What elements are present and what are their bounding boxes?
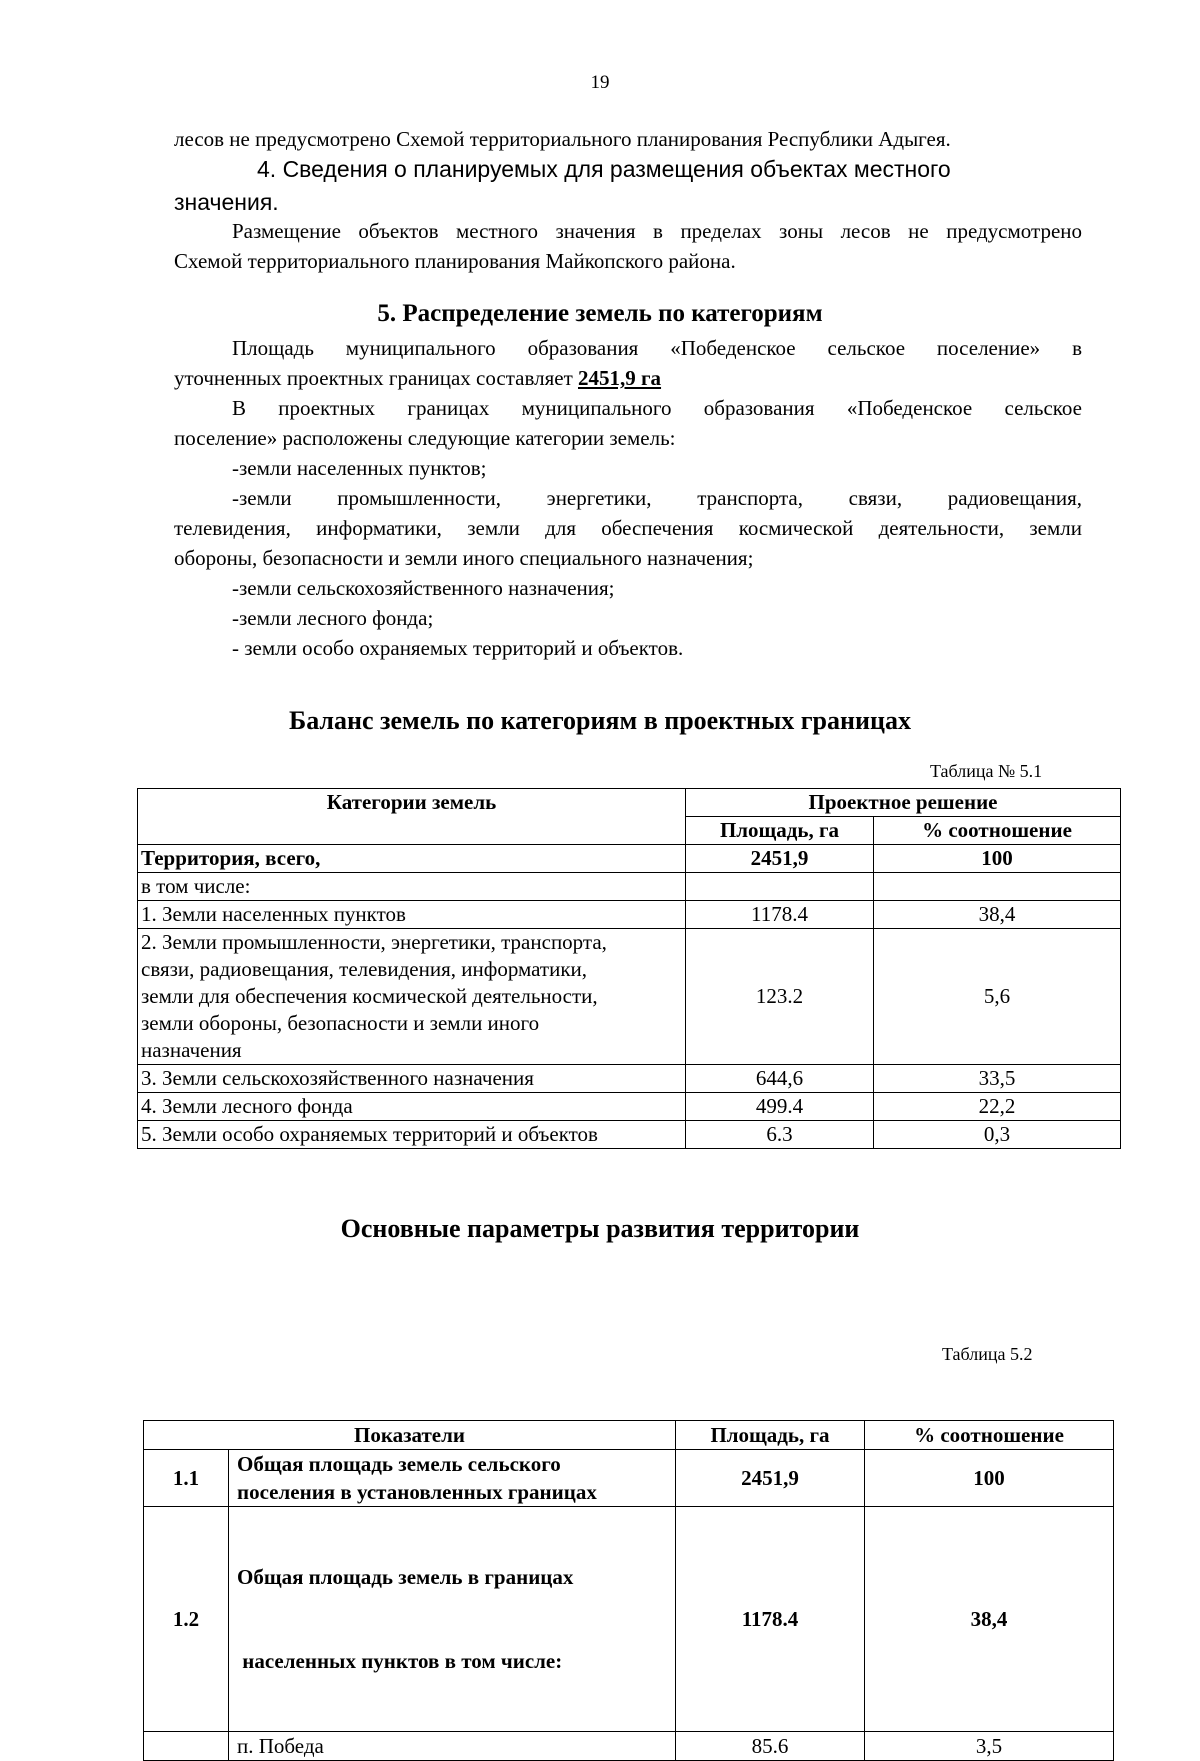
total-area-value: 2451,9 га <box>578 366 662 390</box>
row-label-line: 2. Земли промышленности, энергетики, транспорта, <box>141 930 607 954</box>
row-number: 1.2 <box>144 1507 229 1732</box>
intro-line: лесов не предусмотрено Схемой территориального планирования Республики Адыгея. <box>174 127 951 151</box>
row-area: 123.2 <box>686 929 874 1065</box>
table1-number: Таблица № 5.1 <box>930 761 1043 781</box>
table2-header-row <box>144 1421 1114 1450</box>
table2-number: Таблица 5.2 <box>942 1344 1033 1364</box>
row-percent: 5,6 <box>874 929 1121 1065</box>
row-label: 5. Земли особо охраняемых территорий и объектов <box>138 1121 686 1149</box>
section4-para-line1: Размещение объектов местного значения в пределах зоны лесов не предусмотрено <box>232 219 1082 243</box>
row-label-line: земли обороны, безопасности и земли иного <box>141 1011 540 1035</box>
row-label: 3. Земли сельскохозяйственного назначения <box>138 1065 686 1093</box>
table-row <box>138 1093 1121 1121</box>
row-label <box>138 929 686 1065</box>
category-item-1: -земли населенных пунктов; <box>232 456 487 480</box>
section4-heading-line1: 4. Сведения о планируемых для размещения объектах местного <box>257 156 951 182</box>
category-item-4: -земли лесного фонда; <box>232 606 434 630</box>
row-label-line: связи, радиовещания, телевидения, информатики, <box>141 957 588 981</box>
row-percent: 100 <box>874 845 1121 873</box>
row-percent: 33,5 <box>874 1065 1121 1093</box>
table-row <box>138 845 1121 873</box>
category-item-2-line3: обороны, безопасности и земли иного специального назначения; <box>174 546 754 570</box>
section4-para-line2: Схемой территориального планирования Майкопского района. <box>174 249 736 273</box>
row-percent: 38,4 <box>865 1507 1114 1732</box>
section5-heading: 5. Распределение земель по категориям <box>377 300 823 327</box>
section4-heading <box>174 153 1082 219</box>
row-percent: 38,4 <box>874 901 1121 929</box>
table-row <box>138 873 1121 901</box>
table-row <box>138 1121 1121 1149</box>
row-area <box>686 873 874 901</box>
category-item-3: -земли сельскохозяйственного назначения; <box>232 576 615 600</box>
row-area: 1178.4 <box>686 901 874 929</box>
row-label: п. Победа <box>229 1732 676 1761</box>
category-item-5: - земли особо охраняемых территорий и объектов. <box>232 636 684 660</box>
header-categories: Категории земель <box>138 789 686 845</box>
table-row <box>138 901 1121 929</box>
row-area: 85.6 <box>676 1732 865 1761</box>
section4-paragraph <box>174 216 1082 276</box>
page-number: 19 <box>590 72 610 93</box>
header-area: Площадь, га <box>676 1421 865 1450</box>
header-percent: % соотношение <box>874 817 1121 845</box>
table-row <box>144 1507 1114 1732</box>
row-area: 1178.4 <box>676 1507 865 1732</box>
header-percent: % соотношение <box>865 1421 1114 1450</box>
table-row <box>144 1450 1114 1507</box>
section5-p2-line2: поселение» расположены следующие категории земель: <box>174 426 676 450</box>
section5-p2-line1: В проектных границах муниципального образования «Победенское сельское <box>232 396 1082 420</box>
header-project-solution: Проектное решение <box>686 789 1121 817</box>
development-parameters-table <box>143 1420 1114 1761</box>
section5-body <box>174 333 1082 663</box>
row-area: 6.3 <box>686 1121 874 1149</box>
row-label <box>229 1450 676 1507</box>
row-area: 2451,9 <box>686 845 874 873</box>
section5-p1-line2 <box>174 363 1082 393</box>
row-number <box>144 1732 229 1761</box>
land-balance-table <box>137 788 1121 1149</box>
row-label: 1. Земли населенных пунктов <box>138 901 686 929</box>
table2-title: Основные параметры развития территории <box>340 1214 860 1243</box>
row-label-line: Общая площадь земель в границах <box>237 1565 574 1589</box>
row-percent: 22,2 <box>874 1093 1121 1121</box>
table1-header-row <box>138 789 1121 817</box>
row-label-line: земли для обеспечения космической деятельности, <box>141 984 598 1008</box>
table-row <box>138 1065 1121 1093</box>
row-percent: 100 <box>865 1450 1114 1507</box>
row-label: в том числе: <box>138 873 686 901</box>
row-number: 1.1 <box>144 1450 229 1507</box>
row-label-line: Общая площадь земель сельского <box>237 1452 561 1476</box>
row-area: 644,6 <box>686 1065 874 1093</box>
row-label-line: назначения <box>141 1038 242 1062</box>
row-percent: 3,5 <box>865 1732 1114 1761</box>
row-area: 2451,9 <box>676 1450 865 1507</box>
table-row <box>144 1732 1114 1761</box>
section5-p1-line1: Площадь муниципального образования «Победенское сельское поселение» в <box>232 336 1082 360</box>
row-percent <box>874 873 1121 901</box>
header-area: Площадь, га <box>686 817 874 845</box>
row-label-line: населенных пунктов в том числе: <box>237 1649 563 1673</box>
category-item-2-line2: телевидения, информатики, земли для обеспечения космической деятельности, земли <box>174 516 1082 540</box>
row-area: 499.4 <box>686 1093 874 1121</box>
row-label: 4. Земли лесного фонда <box>138 1093 686 1121</box>
row-label-line: поселения в установленных границах <box>237 1480 597 1504</box>
row-label <box>229 1507 676 1732</box>
section5-p1-line2-text: уточненных проектных границах составляет <box>174 366 578 390</box>
table1-title: Баланс земель по категориям в проектных границах <box>289 706 911 735</box>
category-item-2-line1: -земли промышленности, энергетики, транспорта, связи, радиовещания, <box>232 486 1082 510</box>
row-percent: 0,3 <box>874 1121 1121 1149</box>
section4-heading-line2: значения. <box>174 189 279 215</box>
table-row <box>138 929 1121 1065</box>
header-indicators: Показатели <box>144 1421 676 1450</box>
row-label: Территория, всего, <box>138 845 686 873</box>
